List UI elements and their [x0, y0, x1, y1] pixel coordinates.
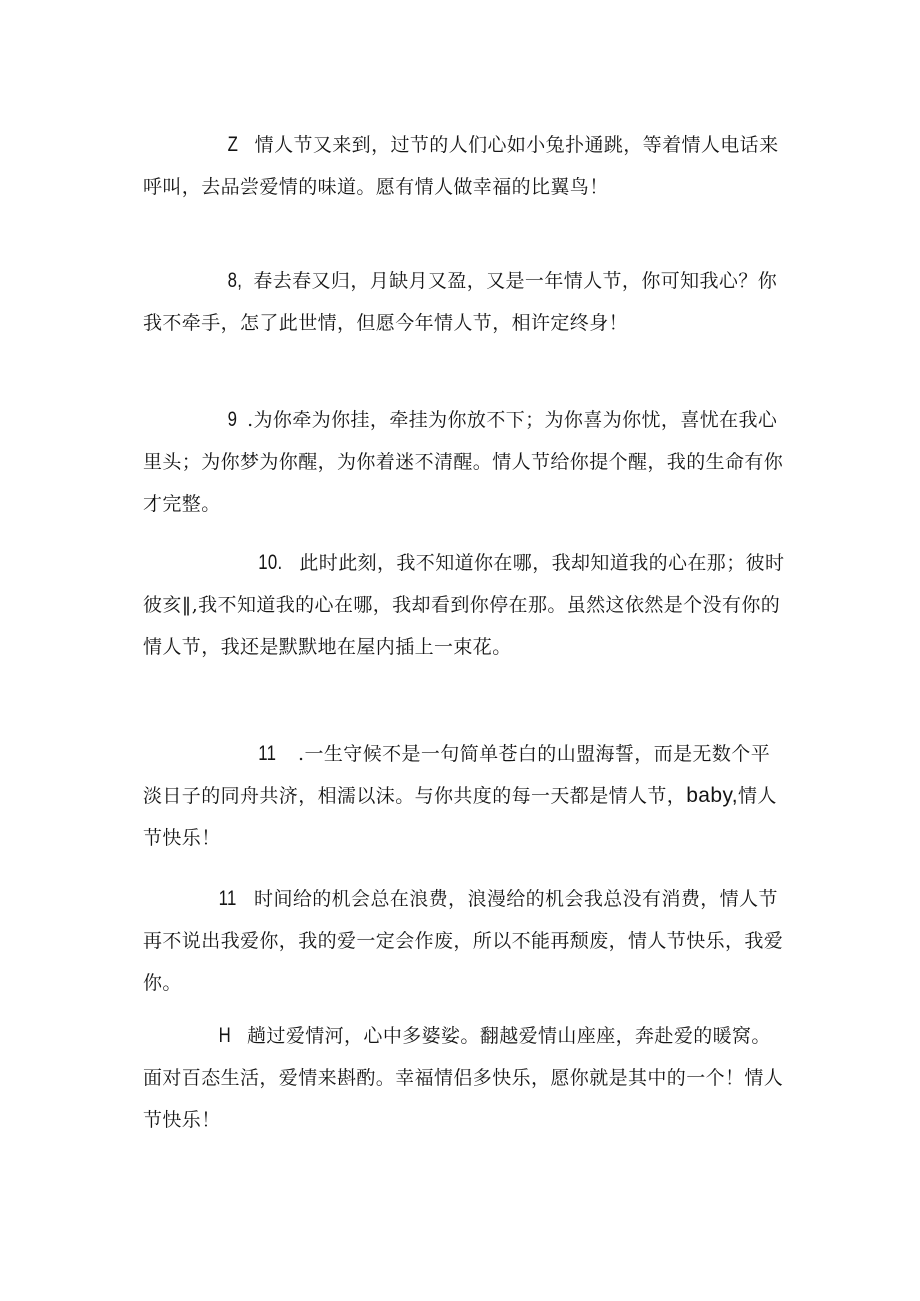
paragraph-text: 趟过爱情河，心中多婆娑。翻越爱情山座座，奔赴爱的暖窝。面对百态生活，爱情来斟酌。幸福情侣多快乐，愿你就是其中的一个！情人节快乐！: [143, 1025, 784, 1131]
paragraph-text: 春去春又归，月缺月又盈，又是一年情人节，你可知我心？你我不牵手，怎了此世情，但愿今年情人节，相许定终身！: [143, 270, 778, 334]
paragraph-text-end: 情人节快乐！: [143, 785, 777, 849]
paragraph-number: 11: [258, 742, 277, 765]
paragraph-8: [143, 260, 788, 344]
paragraph-number: Z: [227, 133, 239, 156]
paragraph-number: H: [218, 1024, 232, 1047]
paragraph-11a: [143, 733, 788, 859]
paragraph-10: [143, 542, 788, 668]
paragraph-h: [143, 1015, 788, 1141]
paragraph-11b: [143, 878, 788, 1004]
paragraph-number: 10.: [258, 551, 283, 574]
paragraph-text: 此时此刻，我不知道你在哪，我却知道我的心在那；彼时彼亥‖,我不知道我的心在哪，我却看到你停在那。虽然这依然是个没有你的情人节，我还是默默地在屋内插上一束花。: [143, 552, 785, 658]
paragraph-7: [143, 124, 788, 208]
paragraph-number: 11: [218, 887, 237, 910]
paragraph-text: 情人节又来到，过节的人们心如小兔扑通跳，等着情人电话来呼叫，去品尝爱情的味道。愿有情人做幸福的比翼鸟！: [143, 134, 779, 198]
paragraph-9: [143, 399, 788, 525]
paragraph-latin-word: baby,: [686, 784, 739, 807]
paragraph-number: 9: [227, 408, 238, 431]
paragraph-number: 8,: [227, 269, 243, 292]
paragraph-text: .一生守候不是一句简单苍白的山盟海誓，而是无数个平淡日子的同舟共济，相濡以沫。与你共度的每一天都是情人节，: [143, 743, 771, 807]
paragraph-text: 时间给的机会总在浪费，浪漫给的机会我总没有消费，情人节再不说出我爱你，我的爱一定会作废，所以不能再颓废，情人节快乐，我爱你。: [143, 888, 784, 994]
paragraph-text: .为你牵为你挂，牵挂为你放不下；为你喜为你忧，喜忧在我心里头；为你梦为你醒，为你着迷不清醒。情人节给你提个醒，我的生命有你才完整。: [143, 409, 784, 515]
